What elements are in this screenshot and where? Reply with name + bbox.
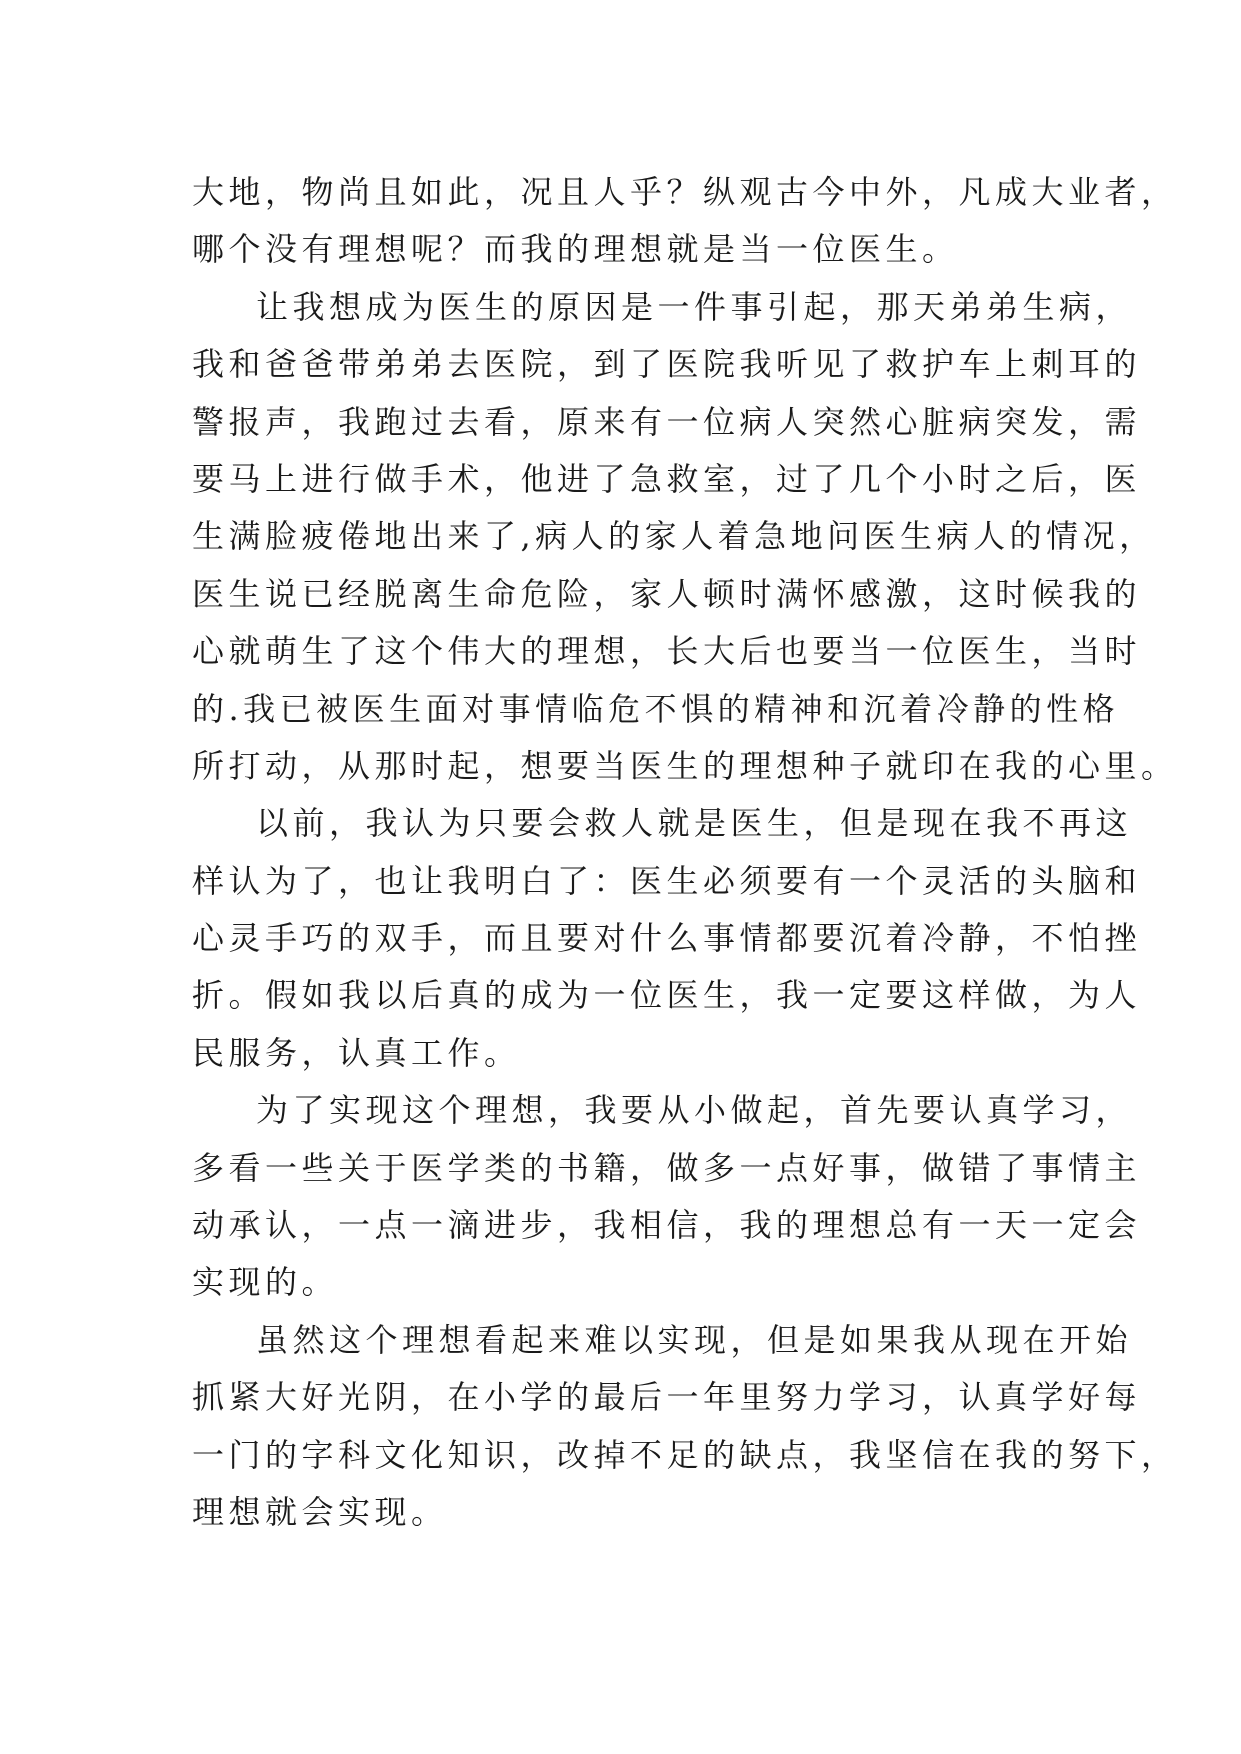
text-line: 警报声，我跑过去看，原来有一位病人突然心脏病突发，需 — [192, 402, 1142, 441]
text-line: 心灵手巧的双手，而且要对什么事情都要沉着冷静，不怕挫 — [192, 919, 1142, 958]
text-line: 的.我已被医生面对事情临危不惧的精神和沉着冷静的性格 — [192, 689, 1120, 728]
text-line: 哪个没有理想呢？而我的理想就是当一位医生。 — [192, 230, 959, 269]
text-line: 所打动，从那时起，想要当医生的理想种子就印在我的心里。 — [192, 746, 1178, 785]
text-line: 动承认，一点一滴进步，我相信，我的理想总有一天一定会 — [192, 1206, 1142, 1245]
document-body — [192, 164, 1178, 1541]
paragraph-first-line: 让我想成为医生的原因是一件事引起，那天弟弟生病， — [256, 287, 1133, 326]
text-line: 心就萌生了这个伟大的理想，长大后也要当一位医生，当时 — [192, 632, 1142, 671]
text-line: 我和爸爸带弟弟去医院，到了医院我听见了救护车上刺耳的 — [192, 345, 1142, 384]
text-line: 多看一些关于医学类的书籍，做多一点好事，做错了事情主 — [192, 1148, 1142, 1187]
paragraph-first-line: 为了实现这个理想，我要从小做起，首先要认真学习， — [256, 1091, 1133, 1130]
text-line: 医生说已经脱离生命危险，家人顿时满怀感激，这时候我的 — [192, 574, 1142, 613]
text-line: 抓紧大好光阴，在小学的最后一年里努力学习，认真学好每 — [192, 1378, 1142, 1417]
text-line: 大地，物尚且如此，况且人乎？纵观古今中外，凡成大业者， — [192, 173, 1178, 211]
text-line: 实现的。 — [192, 1263, 339, 1302]
text-line: 样认为了，也让我明白了：医生必须要有一个灵活的头脑和 — [192, 861, 1142, 900]
text-line: 理想就会实现。 — [192, 1492, 448, 1531]
text-line: 生满脸疲倦地出来了,病人的家人着急地问医生病人的情况， — [192, 517, 1156, 556]
text-line: 折。假如我以后真的成为一位医生，我一定要这样做，为人 — [192, 976, 1142, 1015]
text-line: 要马上进行做手术，他进了急救室，过了几个小时之后，医 — [192, 459, 1142, 498]
paragraph-first-line: 以前，我认为只要会救人就是医生，但是现在我不再这 — [256, 804, 1133, 843]
text-line: 民服务，认真工作。 — [192, 1033, 521, 1072]
paragraph-first-line: 虽然这个理想看起来难以实现，但是如果我从现在开始 — [256, 1320, 1133, 1359]
text-line: 一门的字科文化知识，改掉不足的缺点，我坚信在我的努下， — [192, 1435, 1178, 1474]
